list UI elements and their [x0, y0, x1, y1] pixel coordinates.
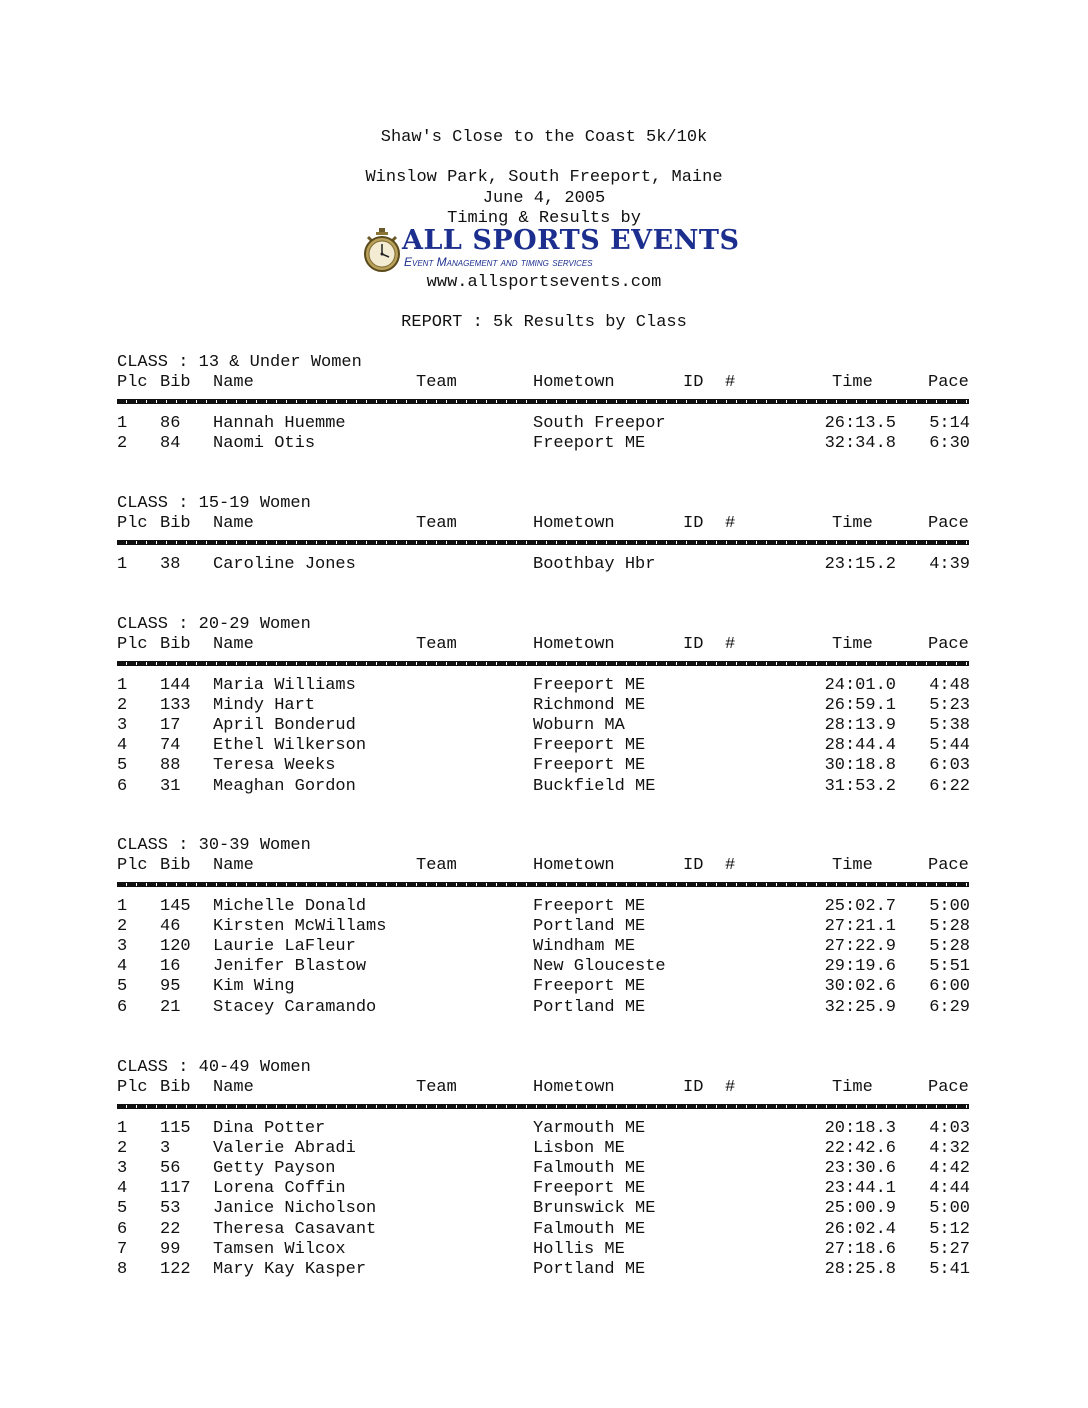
result-bib: 115: [160, 1118, 191, 1138]
result-bib: 145: [160, 896, 191, 916]
result-row: [0, 1199, 1088, 1219]
result-plc: 3: [117, 716, 128, 735]
result-pace: 5:00: [929, 896, 970, 916]
result-pace: 5:38: [929, 716, 970, 735]
result-bib: 17: [160, 716, 181, 735]
class-label: [0, 836, 1088, 856]
result-row: [0, 937, 1088, 957]
column-header-bib: Bib: [160, 373, 191, 393]
column-header-hometown: Hometown: [533, 373, 615, 393]
result-hometown: Portland ME: [533, 997, 646, 1017]
result-time: 27:21.1: [824, 916, 896, 936]
result-time: 27:18.6: [824, 1239, 896, 1259]
class-label-text: CLASS : 13 & Under Women: [117, 353, 362, 372]
result-name: Janice Nicholson: [213, 1199, 377, 1219]
separator-line: [117, 399, 969, 404]
column-header-num: #: [725, 1078, 736, 1098]
result-plc: 1: [117, 675, 128, 695]
column-header-hometown: Hometown: [533, 635, 615, 655]
separator-line: [117, 1104, 969, 1109]
column-header-id: ID: [683, 373, 704, 393]
result-row: [0, 736, 1088, 756]
column-header-team: Team: [416, 514, 457, 534]
result-time: 31:53.2: [824, 776, 896, 796]
column-header-name: Name: [213, 373, 254, 393]
result-row: [0, 1240, 1088, 1260]
result-time: 29:19.6: [824, 957, 896, 977]
column-header-bib: Bib: [160, 856, 191, 876]
result-time: 26:59.1: [824, 695, 896, 715]
result-name: Maria Williams: [213, 675, 356, 695]
separator-line: [117, 661, 969, 666]
result-bib: 95: [160, 977, 181, 997]
column-header-hometown: Hometown: [533, 856, 615, 876]
result-name: Kim Wing: [213, 977, 295, 997]
result-time: 28:44.4: [824, 736, 896, 756]
result-hometown: Buckfield ME: [533, 776, 656, 796]
column-header-row: [0, 856, 1088, 876]
stopwatch-icon: [362, 228, 402, 272]
column-header-name: Name: [213, 635, 254, 655]
column-header-id: ID: [683, 856, 704, 876]
result-hometown: Falmouth ME: [533, 1219, 646, 1239]
result-bib: 56: [160, 1159, 181, 1178]
result-plc: 5: [117, 977, 128, 997]
result-hometown: Boothbay Hbr: [533, 554, 656, 574]
result-row: [0, 1119, 1088, 1139]
result-time: 20:18.3: [824, 1118, 896, 1138]
result-name: Dina Potter: [213, 1118, 326, 1138]
result-hometown: Yarmouth ME: [533, 1118, 646, 1138]
result-time: 27:22.9: [824, 937, 896, 956]
result-bib: 120: [160, 937, 191, 956]
result-name: Lorena Coffin: [213, 1179, 346, 1199]
result-bib: 46: [160, 916, 181, 936]
column-header-time: Time: [832, 373, 873, 393]
result-hometown: South Freepor: [533, 413, 666, 433]
result-time: 22:42.6: [824, 1138, 896, 1158]
result-name: Ethel Wilkerson: [213, 736, 367, 756]
result-time: 32:25.9: [824, 997, 896, 1017]
result-name: Meaghan Gordon: [213, 776, 356, 796]
result-pace: 4:32: [929, 1138, 970, 1158]
result-name: Kirsten McWillams: [213, 916, 387, 936]
result-pace: 5:12: [929, 1219, 970, 1239]
class-label-text: CLASS : 20-29 Women: [117, 615, 311, 634]
column-header-name: Name: [213, 856, 254, 876]
column-header-team: Team: [416, 856, 457, 876]
all-sports-events-logo: [362, 225, 740, 272]
column-header-time: Time: [832, 514, 873, 534]
result-row: [0, 716, 1088, 736]
result-name: April Bonderud: [213, 716, 356, 735]
result-hometown: Woburn MA: [533, 716, 625, 735]
column-header-team: Team: [416, 1078, 457, 1098]
result-row: [0, 917, 1088, 937]
result-pace: 5:41: [929, 1260, 970, 1279]
class-label-text: CLASS : 15-19 Women: [117, 494, 311, 513]
result-row: [0, 777, 1088, 797]
result-bib: 31: [160, 776, 181, 796]
column-header-row: [0, 1078, 1088, 1098]
result-pace: 6:00: [929, 977, 970, 997]
column-header-num: #: [725, 856, 736, 876]
result-pace: 6:22: [929, 776, 970, 796]
result-row: [0, 998, 1088, 1018]
result-time: 32:34.8: [824, 433, 896, 453]
class-label: [0, 494, 1088, 514]
result-row: [0, 1220, 1088, 1240]
result-name: Caroline Jones: [213, 554, 356, 574]
result-hometown: New Glouceste: [533, 957, 666, 977]
column-header-hometown: Hometown: [533, 1078, 615, 1098]
result-plc: 4: [117, 957, 128, 977]
result-hometown: Richmond ME: [533, 695, 646, 715]
result-name: Laurie LaFleur: [213, 937, 356, 956]
result-hometown: Freeport ME: [533, 977, 646, 997]
result-hometown: Freeport ME: [533, 675, 646, 695]
column-header-id: ID: [683, 1078, 704, 1098]
result-plc: 4: [117, 736, 128, 756]
column-header-pace: Pace: [928, 1078, 969, 1098]
separator-line: [117, 540, 969, 545]
result-name: Getty Payson: [213, 1159, 336, 1178]
result-name: Mary Kay Kasper: [213, 1260, 367, 1279]
result-name: Theresa Casavant: [213, 1219, 377, 1239]
report-title: REPORT : 5k Results by Class: [401, 313, 687, 332]
result-row: [0, 756, 1088, 776]
column-header-team: Team: [416, 635, 457, 655]
column-header-bib: Bib: [160, 1078, 191, 1098]
result-name: Tamsen Wilcox: [213, 1239, 346, 1259]
column-header-pace: Pace: [928, 635, 969, 655]
result-plc: 1: [117, 896, 128, 916]
class-label: [0, 615, 1088, 635]
result-plc: 2: [117, 433, 128, 453]
column-header-time: Time: [832, 1078, 873, 1098]
result-hometown: Hollis ME: [533, 1239, 625, 1259]
column-header-plc: Plc: [117, 856, 148, 876]
result-pace: 4:48: [929, 675, 970, 695]
column-header-bib: Bib: [160, 635, 191, 655]
event-title: Shaw's Close to the Coast 5k/10k: [380, 128, 708, 147]
column-header-row: [0, 514, 1088, 534]
result-time: 25:00.9: [824, 1199, 896, 1219]
result-pace: 5:27: [929, 1239, 970, 1259]
column-header-time: Time: [832, 856, 873, 876]
result-bib: 117: [160, 1179, 191, 1199]
result-time: 23:15.2: [824, 554, 896, 574]
result-bib: 21: [160, 997, 181, 1017]
result-plc: 3: [117, 1159, 128, 1178]
class-label: [0, 1058, 1088, 1078]
result-name: Naomi Otis: [213, 433, 316, 453]
result-pace: 4:03: [929, 1118, 970, 1138]
result-bib: 144: [160, 675, 191, 695]
result-bib: 53: [160, 1199, 181, 1219]
result-plc: 5: [117, 756, 128, 776]
result-time: 23:30.6: [824, 1159, 896, 1178]
result-bib: 84: [160, 433, 181, 453]
result-name: Hannah Huemme: [213, 413, 346, 433]
result-plc: 8: [117, 1260, 128, 1279]
result-bib: 3: [160, 1138, 171, 1158]
result-bib: 22: [160, 1219, 181, 1239]
result-time: 26:02.4: [824, 1219, 896, 1239]
result-time: 23:44.1: [824, 1179, 896, 1199]
result-bib: 16: [160, 957, 181, 977]
result-row: [0, 1159, 1088, 1179]
result-bib: 88: [160, 756, 181, 776]
result-plc: 3: [117, 937, 128, 956]
result-pace: 5:28: [929, 937, 970, 956]
result-pace: 5:28: [929, 916, 970, 936]
result-plc: 6: [117, 776, 128, 796]
result-hometown: Falmouth ME: [533, 1159, 646, 1178]
result-hometown: Freeport ME: [533, 736, 646, 756]
result-row: [0, 696, 1088, 716]
result-pace: 5:00: [929, 1199, 970, 1219]
result-name: Teresa Weeks: [213, 756, 336, 776]
result-pace: 6:29: [929, 997, 970, 1017]
result-row: [0, 676, 1088, 696]
column-header-time: Time: [832, 635, 873, 655]
timing-credit: Timing & Results by: [447, 209, 641, 228]
result-time: 30:02.6: [824, 977, 896, 997]
result-row: [0, 1179, 1088, 1199]
logo-tagline: Event Management and timing services: [404, 255, 593, 269]
result-time: 28:25.8: [824, 1260, 896, 1279]
column-header-num: #: [725, 373, 736, 393]
result-row: [0, 977, 1088, 997]
result-pace: 5:14: [929, 413, 970, 433]
result-plc: 4: [117, 1179, 128, 1199]
result-plc: 2: [117, 1138, 128, 1158]
result-hometown: Freeport ME: [533, 433, 646, 453]
result-row: [0, 1139, 1088, 1159]
result-bib: 99: [160, 1239, 181, 1259]
result-plc: 1: [117, 554, 128, 574]
column-header-id: ID: [683, 514, 704, 534]
result-row: [0, 957, 1088, 977]
result-bib: 74: [160, 736, 181, 756]
result-pace: 6:30: [929, 433, 970, 453]
result-pace: 4:44: [929, 1179, 970, 1199]
result-hometown: Portland ME: [533, 1260, 646, 1279]
column-header-id: ID: [683, 635, 704, 655]
column-header-plc: Plc: [117, 635, 148, 655]
column-header-plc: Plc: [117, 1078, 148, 1098]
result-name: Stacey Caramando: [213, 997, 377, 1017]
result-hometown: Freeport ME: [533, 896, 646, 916]
column-header-pace: Pace: [928, 856, 969, 876]
result-pace: 5:44: [929, 736, 970, 756]
result-time: 24:01.0: [824, 675, 896, 695]
result-plc: 6: [117, 997, 128, 1017]
result-row: [0, 434, 1088, 454]
result-pace: 4:39: [929, 554, 970, 574]
column-header-num: #: [725, 635, 736, 655]
result-name: Jenifer Blastow: [213, 957, 367, 977]
result-row: [0, 555, 1088, 575]
result-plc: 2: [117, 695, 128, 715]
result-name: Mindy Hart: [213, 695, 316, 715]
result-plc: 1: [117, 1118, 128, 1138]
column-header-name: Name: [213, 514, 254, 534]
result-hometown: Brunswick ME: [533, 1199, 656, 1219]
result-name: Michelle Donald: [213, 896, 367, 916]
website-link[interactable]: www.allsportsevents.com: [426, 273, 662, 292]
result-bib: 38: [160, 554, 181, 574]
result-plc: 6: [117, 1219, 128, 1239]
result-hometown: Freeport ME: [533, 756, 646, 776]
result-hometown: Lisbon ME: [533, 1138, 625, 1158]
result-plc: 7: [117, 1239, 128, 1259]
result-time: 28:13.9: [824, 716, 896, 735]
result-pace: 6:03: [929, 756, 970, 776]
result-pace: 4:42: [929, 1159, 970, 1178]
event-location: Winslow Park, South Freeport, Maine: [365, 168, 723, 187]
result-hometown: Windham ME: [533, 937, 636, 956]
column-header-bib: Bib: [160, 514, 191, 534]
result-name: Valerie Abradi: [213, 1138, 356, 1158]
column-header-num: #: [725, 514, 736, 534]
result-bib: 133: [160, 695, 191, 715]
column-header-pace: Pace: [928, 514, 969, 534]
column-header-name: Name: [213, 1078, 254, 1098]
result-plc: 2: [117, 916, 128, 936]
result-time: 26:13.5: [824, 413, 896, 433]
result-pace: 5:51: [929, 957, 970, 977]
result-row: [0, 414, 1088, 434]
column-header-plc: Plc: [117, 514, 148, 534]
result-hometown: Freeport ME: [533, 1179, 646, 1199]
class-label-text: CLASS : 30-39 Women: [117, 836, 311, 855]
result-time: 30:18.8: [824, 756, 896, 776]
column-header-hometown: Hometown: [533, 514, 615, 534]
result-row: [0, 897, 1088, 917]
column-header-row: [0, 373, 1088, 393]
column-header-plc: Plc: [117, 373, 148, 393]
column-header-pace: Pace: [928, 373, 969, 393]
result-plc: 5: [117, 1199, 128, 1219]
result-pace: 5:23: [929, 695, 970, 715]
result-bib: 86: [160, 413, 181, 433]
separator-line: [117, 882, 969, 887]
class-label-text: CLASS : 40-49 Women: [117, 1058, 311, 1077]
class-label: [0, 353, 1088, 373]
result-row: [0, 1260, 1088, 1280]
logo-name: ALL SPORTS EVENTS: [402, 225, 740, 256]
result-bib: 122: [160, 1260, 191, 1279]
result-hometown: Portland ME: [533, 916, 646, 936]
result-time: 25:02.7: [824, 896, 896, 916]
column-header-team: Team: [416, 373, 457, 393]
event-date: June 4, 2005: [482, 189, 606, 208]
result-plc: 1: [117, 413, 128, 433]
column-header-row: [0, 635, 1088, 655]
